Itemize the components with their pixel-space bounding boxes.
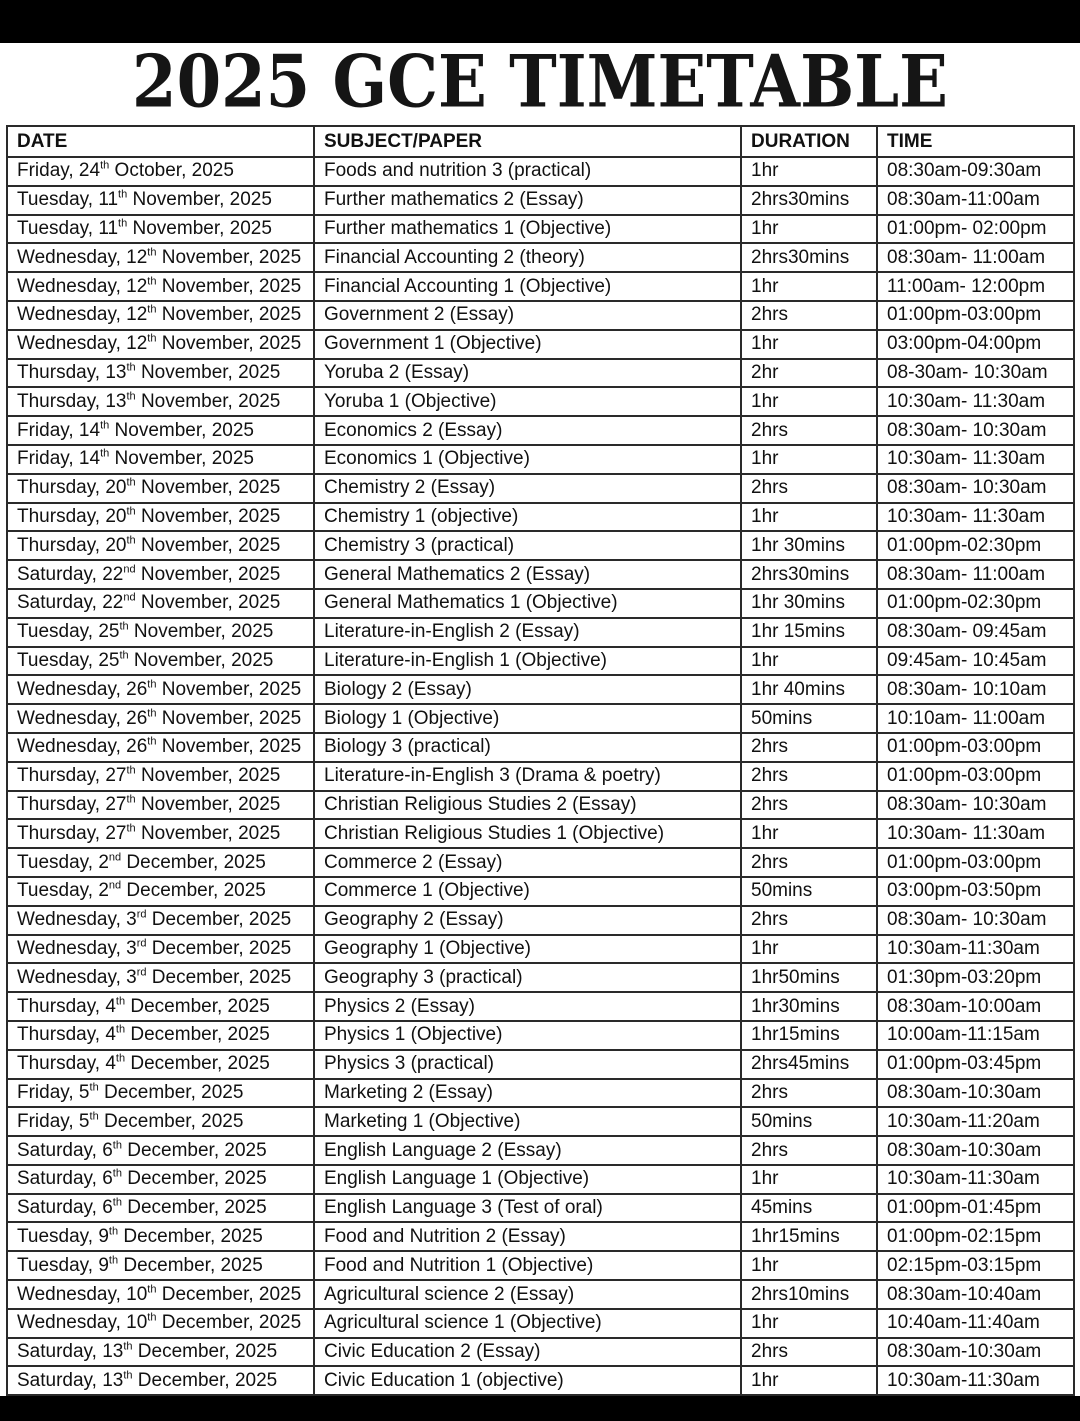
duration-cell: 1hr <box>741 387 877 416</box>
date-cell: Thursday, 13th November, 2025 <box>7 359 314 388</box>
time-cell: 08:30am- 10:30am <box>877 906 1074 935</box>
subject-cell: Christian Religious Studies 1 (Objective) <box>314 819 741 848</box>
date-cell: Thursday, 13th November, 2025 <box>7 387 314 416</box>
subject-cell: Physics 3 (practical) <box>314 1050 741 1079</box>
time-cell: 08:30am-10:30am <box>877 1079 1074 1108</box>
date-cell: Friday, 14th November, 2025 <box>7 445 314 474</box>
table-row <box>7 848 1074 877</box>
table-row <box>7 330 1074 359</box>
subject-cell: Physics 2 (Essay) <box>314 992 741 1021</box>
subject-cell: Civic Education 2 (Essay) <box>314 1338 741 1367</box>
table-row <box>7 992 1074 1021</box>
time-cell: 01:00pm-02:30pm <box>877 589 1074 618</box>
table-row <box>7 1050 1074 1079</box>
table-row <box>7 1079 1074 1108</box>
table-row <box>7 647 1074 676</box>
duration-cell: 2hrs45mins <box>741 1050 877 1079</box>
duration-cell: 1hr50mins <box>741 963 877 992</box>
table-row <box>7 1194 1074 1223</box>
table-row <box>7 531 1074 560</box>
table-row <box>7 704 1074 733</box>
subject-cell: Food and Nutrition 1 (Objective) <box>314 1251 741 1280</box>
subject-cell: Chemistry 3 (practical) <box>314 531 741 560</box>
table-row <box>7 215 1074 244</box>
subject-cell: Christian Religious Studies 2 (Essay) <box>314 791 741 820</box>
subject-cell: Financial Accounting 1 (Objective) <box>314 272 741 301</box>
date-cell: Wednesday, 26th November, 2025 <box>7 675 314 704</box>
duration-cell: 1hr <box>741 445 877 474</box>
table-row <box>7 445 1074 474</box>
time-cell: 03:00pm-04:00pm <box>877 330 1074 359</box>
date-cell: Saturday, 6th December, 2025 <box>7 1165 314 1194</box>
date-cell: Saturday, 6th December, 2025 <box>7 1194 314 1223</box>
date-cell: Saturday, 13th December, 2025 <box>7 1338 314 1367</box>
subject-cell: Commerce 2 (Essay) <box>314 848 741 877</box>
time-cell: 08:30am- 10:30am <box>877 791 1074 820</box>
duration-cell: 1hr 30mins <box>741 589 877 618</box>
column-header-duration: DURATION <box>741 126 877 157</box>
subject-cell: Government 1 (Objective) <box>314 330 741 359</box>
date-cell: Friday, 14th November, 2025 <box>7 416 314 445</box>
time-cell: 08:30am-10:00am <box>877 992 1074 1021</box>
duration-cell: 1hr <box>741 330 877 359</box>
subject-cell: Government 2 (Essay) <box>314 301 741 330</box>
duration-cell: 45mins <box>741 1194 877 1223</box>
subject-cell: Literature-in-English 3 (Drama & poetry) <box>314 762 741 791</box>
duration-cell: 1hr <box>741 1165 877 1194</box>
time-cell: 08:30am- 10:30am <box>877 474 1074 503</box>
table-row <box>7 1366 1074 1395</box>
time-cell: 01:00pm-02:15pm <box>877 1222 1074 1251</box>
subject-cell: General Mathematics 2 (Essay) <box>314 560 741 589</box>
subject-cell: Economics 2 (Essay) <box>314 416 741 445</box>
subject-cell: Economics 1 (Objective) <box>314 445 741 474</box>
time-cell: 08:30am-10:30am <box>877 1338 1074 1367</box>
title-area <box>0 40 1080 125</box>
date-cell: Wednesday, 10th December, 2025 <box>7 1309 314 1338</box>
table-row <box>7 301 1074 330</box>
date-cell: Tuesday, 11th November, 2025 <box>7 186 314 215</box>
subject-cell: Chemistry 2 (Essay) <box>314 474 741 503</box>
table-row <box>7 819 1074 848</box>
page-title: 2025 GCE TIMETABLE <box>132 40 948 125</box>
duration-cell: 1hr <box>741 157 877 186</box>
table-row <box>7 1309 1074 1338</box>
table-row <box>7 387 1074 416</box>
time-cell: 01:00pm-03:00pm <box>877 762 1074 791</box>
table-row <box>7 877 1074 906</box>
duration-cell: 2hrs <box>741 301 877 330</box>
table-row <box>7 791 1074 820</box>
date-cell: Wednesday, 10th December, 2025 <box>7 1280 314 1309</box>
time-cell: 10:00am-11:15am <box>877 1021 1074 1050</box>
duration-cell: 2hrs <box>741 1136 877 1165</box>
time-cell: 02:15pm-03:15pm <box>877 1251 1074 1280</box>
table-row <box>7 243 1074 272</box>
date-cell: Saturday, 22nd November, 2025 <box>7 560 314 589</box>
column-header-time: TIME <box>877 126 1074 157</box>
duration-cell: 1hr <box>741 1366 877 1395</box>
duration-cell: 1hr <box>741 647 877 676</box>
table-row <box>7 935 1074 964</box>
date-cell: Wednesday, 12th November, 2025 <box>7 330 314 359</box>
table-row <box>7 1107 1074 1136</box>
table-row <box>7 359 1074 388</box>
duration-cell: 2hrs <box>741 1338 877 1367</box>
time-cell: 08:30am- 09:45am <box>877 618 1074 647</box>
time-cell: 10:30am- 11:30am <box>877 387 1074 416</box>
time-cell: 10:30am- 11:30am <box>877 445 1074 474</box>
duration-cell: 1hr 40mins <box>741 675 877 704</box>
date-cell: Friday, 24th October, 2025 <box>7 157 314 186</box>
subject-cell: Geography 2 (Essay) <box>314 906 741 935</box>
subject-cell: Marketing 2 (Essay) <box>314 1079 741 1108</box>
time-cell: 08:30am- 11:00am <box>877 243 1074 272</box>
date-cell: Saturday, 6th December, 2025 <box>7 1136 314 1165</box>
table-row <box>7 906 1074 935</box>
duration-cell: 2hrs <box>741 733 877 762</box>
table-row <box>7 675 1074 704</box>
time-cell: 01:00pm- 02:00pm <box>877 215 1074 244</box>
time-cell: 10:30am- 11:30am <box>877 503 1074 532</box>
time-cell: 01:30pm-03:20pm <box>877 963 1074 992</box>
time-cell: 08:30am- 11:00am <box>877 560 1074 589</box>
column-header-date: DATE <box>7 126 314 157</box>
time-cell: 08:30am-11:00am <box>877 186 1074 215</box>
duration-cell: 2hrs10mins <box>741 1280 877 1309</box>
subject-cell: Agricultural science 1 (Objective) <box>314 1309 741 1338</box>
table-row <box>7 474 1074 503</box>
duration-cell: 1hr15mins <box>741 1222 877 1251</box>
table-row <box>7 1280 1074 1309</box>
subject-cell: Food and Nutrition 2 (Essay) <box>314 1222 741 1251</box>
date-cell: Wednesday, 12th November, 2025 <box>7 272 314 301</box>
duration-cell: 50mins <box>741 877 877 906</box>
date-cell: Wednesday, 12th November, 2025 <box>7 243 314 272</box>
time-cell: 01:00pm-03:00pm <box>877 733 1074 762</box>
duration-cell: 2hrs <box>741 848 877 877</box>
time-cell: 08-30am- 10:30am <box>877 359 1074 388</box>
table-row <box>7 963 1074 992</box>
subject-cell: Yoruba 1 (Objective) <box>314 387 741 416</box>
time-cell: 08:30am-10:40am <box>877 1280 1074 1309</box>
date-cell: Friday, 5th December, 2025 <box>7 1107 314 1136</box>
table-row <box>7 1021 1074 1050</box>
duration-cell: 1hr30mins <box>741 992 877 1021</box>
table-row <box>7 157 1074 186</box>
subject-cell: Chemistry 1 (objective) <box>314 503 741 532</box>
date-cell: Thursday, 20th November, 2025 <box>7 531 314 560</box>
subject-cell: Further mathematics 2 (Essay) <box>314 186 741 215</box>
subject-cell: Agricultural science 2 (Essay) <box>314 1280 741 1309</box>
subject-cell: English Language 3 (Test of oral) <box>314 1194 741 1223</box>
subject-cell: Yoruba 2 (Essay) <box>314 359 741 388</box>
duration-cell: 1hr <box>741 272 877 301</box>
date-cell: Tuesday, 25th November, 2025 <box>7 647 314 676</box>
date-cell: Tuesday, 25th November, 2025 <box>7 618 314 647</box>
table-row <box>7 1222 1074 1251</box>
date-cell: Wednesday, 12th November, 2025 <box>7 301 314 330</box>
date-cell: Thursday, 4th December, 2025 <box>7 1021 314 1050</box>
duration-cell: 2hr <box>741 359 877 388</box>
table-row <box>7 618 1074 647</box>
subject-cell: Further mathematics 1 (Objective) <box>314 215 741 244</box>
duration-cell: 1hr15mins <box>741 1021 877 1050</box>
duration-cell: 1hr <box>741 215 877 244</box>
table-row <box>7 762 1074 791</box>
time-cell: 01:00pm-02:30pm <box>877 531 1074 560</box>
duration-cell: 1hr <box>741 1309 877 1338</box>
date-cell: Wednesday, 26th November, 2025 <box>7 704 314 733</box>
subject-cell: English Language 2 (Essay) <box>314 1136 741 1165</box>
subject-cell: Foods and nutrition 3 (practical) <box>314 157 741 186</box>
time-cell: 01:00pm-03:45pm <box>877 1050 1074 1079</box>
duration-cell: 1hr 15mins <box>741 618 877 647</box>
subject-cell: Biology 3 (practical) <box>314 733 741 762</box>
duration-cell: 2hrs <box>741 1079 877 1108</box>
date-cell: Tuesday, 9th December, 2025 <box>7 1222 314 1251</box>
date-cell: Thursday, 20th November, 2025 <box>7 474 314 503</box>
table-row <box>7 1251 1074 1280</box>
duration-cell: 1hr 30mins <box>741 531 877 560</box>
time-cell: 10:30am-11:30am <box>877 1165 1074 1194</box>
duration-cell: 1hr <box>741 503 877 532</box>
time-cell: 11:00am- 12:00pm <box>877 272 1074 301</box>
column-header-subject: SUBJECT/PAPER <box>314 126 741 157</box>
time-cell: 01:00pm-01:45pm <box>877 1194 1074 1223</box>
date-cell: Thursday, 27th November, 2025 <box>7 762 314 791</box>
time-cell: 08:30am- 10:10am <box>877 675 1074 704</box>
time-cell: 10:30am-11:20am <box>877 1107 1074 1136</box>
time-cell: 08:30am-09:30am <box>877 157 1074 186</box>
subject-cell: Commerce 1 (Objective) <box>314 877 741 906</box>
duration-cell: 50mins <box>741 704 877 733</box>
duration-cell: 2hrs <box>741 906 877 935</box>
timetable <box>6 125 1075 1396</box>
duration-cell: 1hr <box>741 819 877 848</box>
duration-cell: 2hrs <box>741 791 877 820</box>
table-row <box>7 1165 1074 1194</box>
subject-cell: Financial Accounting 2 (theory) <box>314 243 741 272</box>
time-cell: 03:00pm-03:50pm <box>877 877 1074 906</box>
header-row <box>7 126 1074 157</box>
time-cell: 01:00pm-03:00pm <box>877 301 1074 330</box>
subject-cell: English Language 1 (Objective) <box>314 1165 741 1194</box>
table-row <box>7 186 1074 215</box>
duration-cell: 2hrs30mins <box>741 560 877 589</box>
date-cell: Wednesday, 3rd December, 2025 <box>7 935 314 964</box>
subject-cell: Biology 1 (Objective) <box>314 704 741 733</box>
duration-cell: 2hrs30mins <box>741 186 877 215</box>
date-cell: Wednesday, 26th November, 2025 <box>7 733 314 762</box>
time-cell: 10:30am- 11:30am <box>877 819 1074 848</box>
time-cell: 08:30am- 10:30am <box>877 416 1074 445</box>
date-cell: Thursday, 20th November, 2025 <box>7 503 314 532</box>
date-cell: Tuesday, 11th November, 2025 <box>7 215 314 244</box>
date-cell: Wednesday, 3rd December, 2025 <box>7 906 314 935</box>
duration-cell: 2hrs <box>741 416 877 445</box>
time-cell: 10:30am-11:30am <box>877 935 1074 964</box>
date-cell: Tuesday, 9th December, 2025 <box>7 1251 314 1280</box>
date-cell: Tuesday, 2nd December, 2025 <box>7 848 314 877</box>
duration-cell: 2hrs <box>741 474 877 503</box>
date-cell: Thursday, 4th December, 2025 <box>7 992 314 1021</box>
top-black-bar <box>0 0 1080 43</box>
date-cell: Thursday, 4th December, 2025 <box>7 1050 314 1079</box>
table-row <box>7 1136 1074 1165</box>
subject-cell: Literature-in-English 2 (Essay) <box>314 618 741 647</box>
table-row <box>7 560 1074 589</box>
duration-cell: 50mins <box>741 1107 877 1136</box>
subject-cell: Marketing 1 (Objective) <box>314 1107 741 1136</box>
duration-cell: 2hrs30mins <box>741 243 877 272</box>
table-row <box>7 1338 1074 1367</box>
date-cell: Saturday, 13th December, 2025 <box>7 1366 314 1395</box>
date-cell: Wednesday, 3rd December, 2025 <box>7 963 314 992</box>
time-cell: 09:45am- 10:45am <box>877 647 1074 676</box>
duration-cell: 2hrs <box>741 762 877 791</box>
table-row <box>7 503 1074 532</box>
table-row <box>7 589 1074 618</box>
subject-cell: Geography 1 (Objective) <box>314 935 741 964</box>
subject-cell: General Mathematics 1 (Objective) <box>314 589 741 618</box>
duration-cell: 1hr <box>741 935 877 964</box>
subject-cell: Literature-in-English 1 (Objective) <box>314 647 741 676</box>
date-cell: Thursday, 27th November, 2025 <box>7 819 314 848</box>
time-cell: 10:30am-11:30am <box>877 1366 1074 1395</box>
duration-cell: 1hr <box>741 1251 877 1280</box>
table-row <box>7 272 1074 301</box>
time-cell: 10:10am- 11:00am <box>877 704 1074 733</box>
time-cell: 10:40am-11:40am <box>877 1309 1074 1338</box>
table-row <box>7 416 1074 445</box>
date-cell: Tuesday, 2nd December, 2025 <box>7 877 314 906</box>
subject-cell: Geography 3 (practical) <box>314 963 741 992</box>
time-cell: 08:30am-10:30am <box>877 1136 1074 1165</box>
subject-cell: Physics 1 (Objective) <box>314 1021 741 1050</box>
date-cell: Thursday, 27th November, 2025 <box>7 791 314 820</box>
time-cell: 01:00pm-03:00pm <box>877 848 1074 877</box>
bottom-black-bar <box>0 1396 1080 1421</box>
table-row <box>7 733 1074 762</box>
date-cell: Friday, 5th December, 2025 <box>7 1079 314 1108</box>
date-cell: Saturday, 22nd November, 2025 <box>7 589 314 618</box>
subject-cell: Civic Education 1 (objective) <box>314 1366 741 1395</box>
subject-cell: Biology 2 (Essay) <box>314 675 741 704</box>
